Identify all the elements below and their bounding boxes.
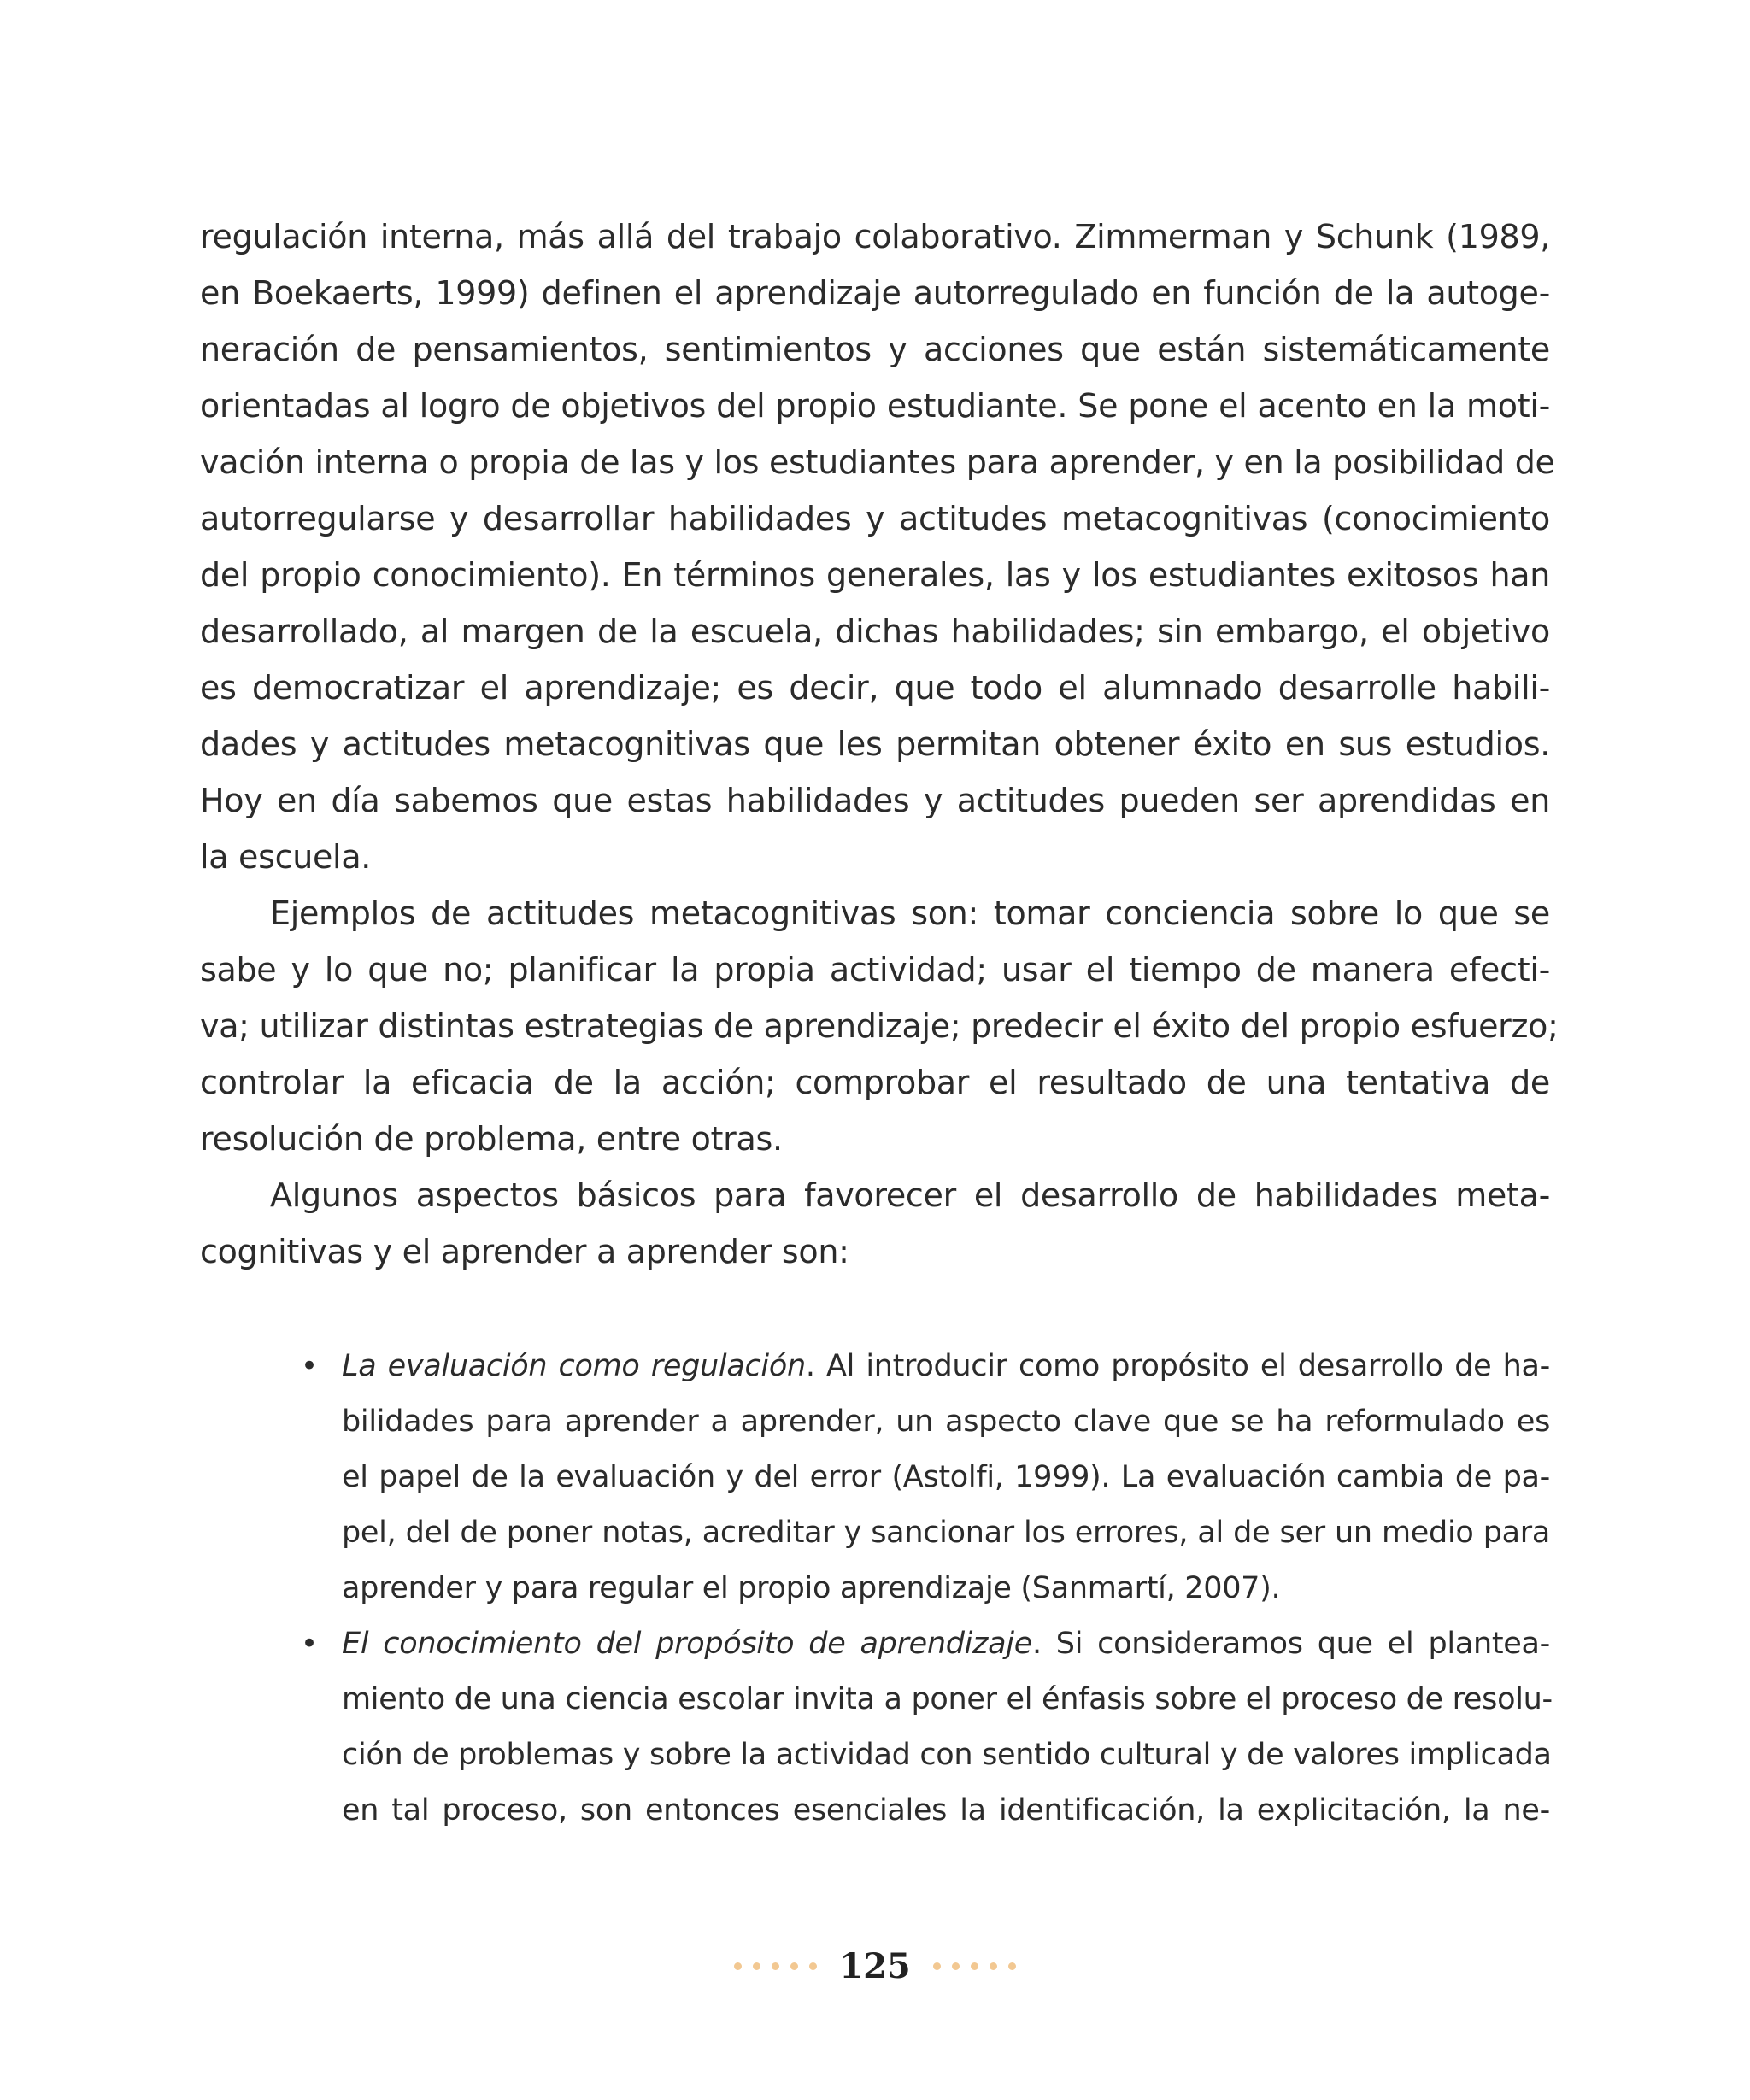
text-line	[342, 1345, 1550, 1387]
dot-icon	[971, 1962, 978, 1970]
text-line: cognitivas y el aprender a aprender son:	[200, 1233, 849, 1270]
text-line: resolución de problema, entre otras.	[200, 1120, 783, 1158]
text-line: ción de problemas y sobre la actividad con sentido cultural y de valores implicada	[342, 1738, 1552, 1772]
dot-icon	[1008, 1962, 1016, 1970]
dot-icon	[734, 1962, 742, 1970]
text-line: es democratizar el aprendizaje; es decir, que todo el alumnado desarrolle habili-	[200, 669, 1550, 707]
text-line: va; utilizar distintas estrategias de aprendizaje; predecir el éxito del propio esfuerzo;	[200, 1007, 1559, 1045]
text-line: bilidades para aprender a aprender, un aspecto clave que se ha reformulado es	[342, 1405, 1550, 1439]
text-line: autorregularse y desarrollar habilidades y actitudes metacognitivas (conocimiento	[200, 500, 1550, 537]
bullet-title: El conocimiento del propósito de aprendizaje	[342, 1627, 1032, 1661]
text-line: vación interna o propia de las y los estudiantes para aprender, y en la posibilidad de	[200, 443, 1555, 481]
page-number: 125	[839, 1946, 911, 1986]
text-line: dades y actitudes metacognitivas que les permitan obtener éxito en sus estudios.	[200, 725, 1550, 763]
dot-icon	[809, 1962, 817, 1970]
bullet-title: La evaluación como regulación	[342, 1349, 806, 1383]
text-line: sabe y lo que no; planificar la propia actividad; usar el tiempo de manera efecti-	[200, 951, 1550, 988]
bullet-icon: •	[301, 1627, 319, 1661]
text-line: Algunos aspectos básicos para favorecer el desarrollo de habilidades meta-	[270, 1176, 1550, 1214]
text-line: en Boekaerts, 1999) definen el aprendizaje autorregulado en función de la autoge-	[200, 274, 1550, 312]
bullet-text: . Si consideramos que el plantea-	[1031, 1627, 1550, 1661]
bullet-text: . Al introducir como propósito el desarrollo de ha-	[805, 1349, 1550, 1383]
text-line: Ejemplos de actitudes metacognitivas son: tomar conciencia sobre lo que se	[270, 895, 1550, 932]
dot-icon	[772, 1962, 779, 1970]
footer-dots-left	[734, 1962, 817, 1970]
dot-icon	[990, 1962, 997, 1970]
dot-icon	[790, 1962, 798, 1970]
text-line: orientadas al logro de objetivos del propio estudiante. Se pone el acento en la moti-	[200, 387, 1550, 425]
page-footer	[0, 1946, 1750, 1986]
text-line: neración de pensamientos, sentimientos y acciones que están sistemáticamente	[200, 331, 1550, 368]
text-line: Hoy en día sabemos que estas habilidades y actitudes pueden ser aprendidas en	[200, 782, 1550, 819]
dot-icon	[952, 1962, 960, 1970]
text-line: aprender y para regular el propio aprendizaje (Sanmartí, 2007).	[342, 1571, 1281, 1605]
text-line: la escuela.	[200, 838, 372, 876]
text-line: desarrollado, al margen de la escuela, dichas habilidades; sin embargo, el objetivo	[200, 613, 1550, 650]
text-line: regulación interna, más allá del trabajo colaborativo. Zimmerman y Schunk (1989,	[200, 218, 1550, 255]
text-line: miento de una ciencia escolar invita a poner el énfasis sobre el proceso de resolu-	[342, 1682, 1553, 1716]
text-line: en tal proceso, son entonces esenciales la identificación, la explicitación, la ne-	[342, 1793, 1550, 1827]
text-line: el papel de la evaluación y del error (Astolfi, 1999). La evaluación cambia de pa-	[342, 1460, 1550, 1494]
footer-dots-right	[933, 1962, 1016, 1970]
bullet-icon: •	[301, 1349, 319, 1383]
dot-icon	[933, 1962, 941, 1970]
text-line: controlar la eficacia de la acción; comprobar el resultado de una tentativa de	[200, 1064, 1550, 1101]
text-line	[342, 1622, 1550, 1665]
text-line: del propio conocimiento). En términos generales, las y los estudiantes exitosos han	[200, 556, 1550, 594]
dot-icon	[753, 1962, 760, 1970]
text-line: pel, del de poner notas, acreditar y sancionar los errores, al de ser un medio para	[342, 1516, 1550, 1550]
